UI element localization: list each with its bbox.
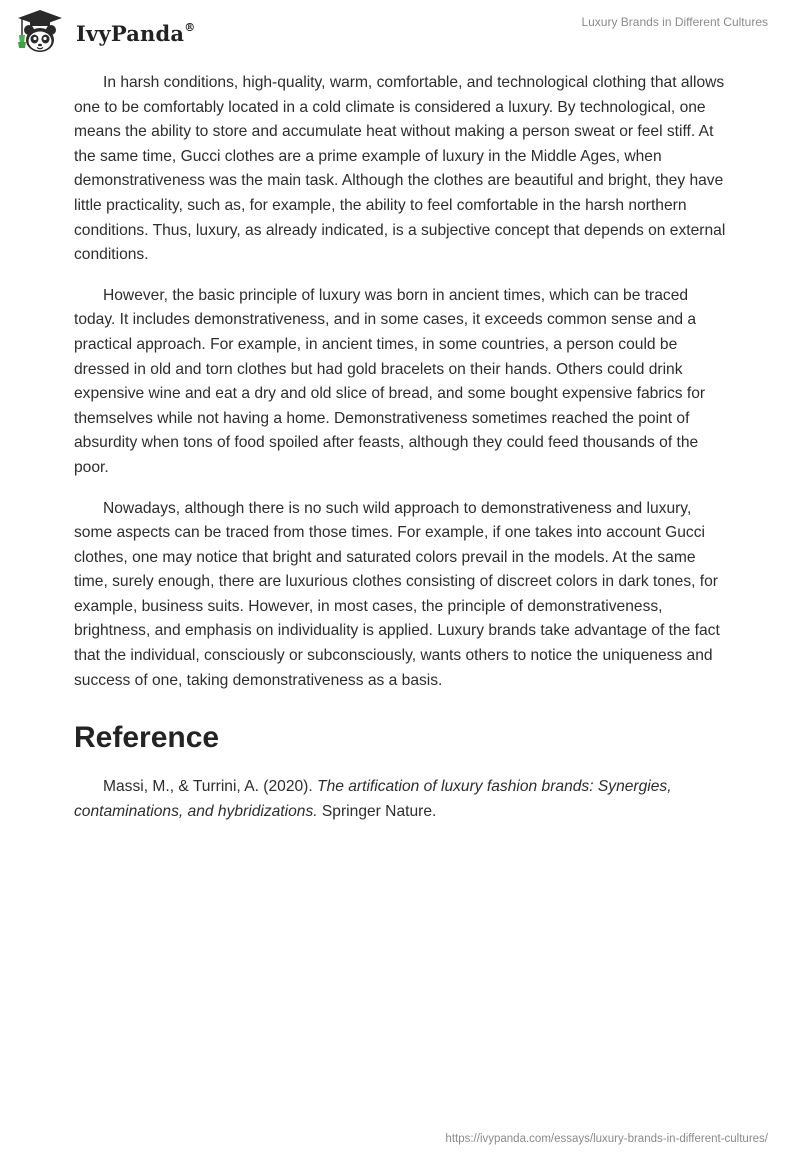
essay-content	[74, 71, 728, 840]
source-url[interactable]: https://ivypanda.com/essays/luxury-brands-in-different-cultures/	[445, 1133, 768, 1145]
reference-title: The artification of luxury fashion brands: Synergies, contaminations, and hybridizations.	[74, 778, 672, 820]
ivypanda-logo[interactable]	[14, 8, 195, 56]
body-paragraph: In harsh conditions, high-quality, warm, comfortable, and technological clothing that allows one to be comfortably located in a cold climate is considered a luxury. By technological, one means the ability to store and accumulate heat without making a person sweat or feel stiff. At the same time, Gucci clothes are a prime example of luxury in the Middle Ages, when demonstrativeness was the main task. Although the clothes are beautiful and bright, they have little practicality, such as, for example, the ability to feel comfortable in the harsh northern conditions. Thus, luxury, as already indicated, is a subjective concept that depends on external conditions.	[74, 74, 726, 264]
reference-authors: Massi, M., & Turrini, A. (2020).	[103, 778, 318, 796]
page-header	[0, 0, 800, 60]
reference-heading: Reference	[74, 721, 220, 755]
logo-text: IvyPanda®	[76, 20, 196, 46]
reference-publisher: Springer Nature.	[317, 802, 437, 820]
reference-entry	[74, 775, 728, 824]
panda-graduate-icon	[14, 8, 70, 56]
body-paragraph: However, the basic principle of luxury was born in ancient times, which can be traced today. It includes demonstrativeness, and in some cases, it exceeds common sense and a practical approach. For example, in ancient times, in some countries, a person could be dressed in old and torn clothes but had gold bracelets on their hands. Others could drink expensive wine and eat a dry and old slice of bread, and some bought expensive fabrics for themselves while not having a home. Demonstrativeness sometimes reached the point of absurdity when tons of food spoiled after feasts, although they could feed thousands of the poor.	[74, 286, 706, 476]
document-title: Luxury Brands in Different Cultures	[581, 15, 768, 29]
body-paragraph: Nowadays, although there is no such wild approach to demonstrativeness and luxury, some aspects can be traced from those times. For example, if one takes into account Gucci clothes, one may notice that bright and saturated colors prevail in the models. At the same time, surely enough, there are luxurious clothes consisting of discreet colors in dark tones, for example, business suits. However, in most cases, the principle of demonstrativeness, brightness, and emphasis on individuality is applied. Luxury brands take advantage of the fact that the individual, consciously or subconsciously, wants others to notice the uniqueness and success of one, taking demonstrativeness as a basis.	[74, 499, 720, 689]
